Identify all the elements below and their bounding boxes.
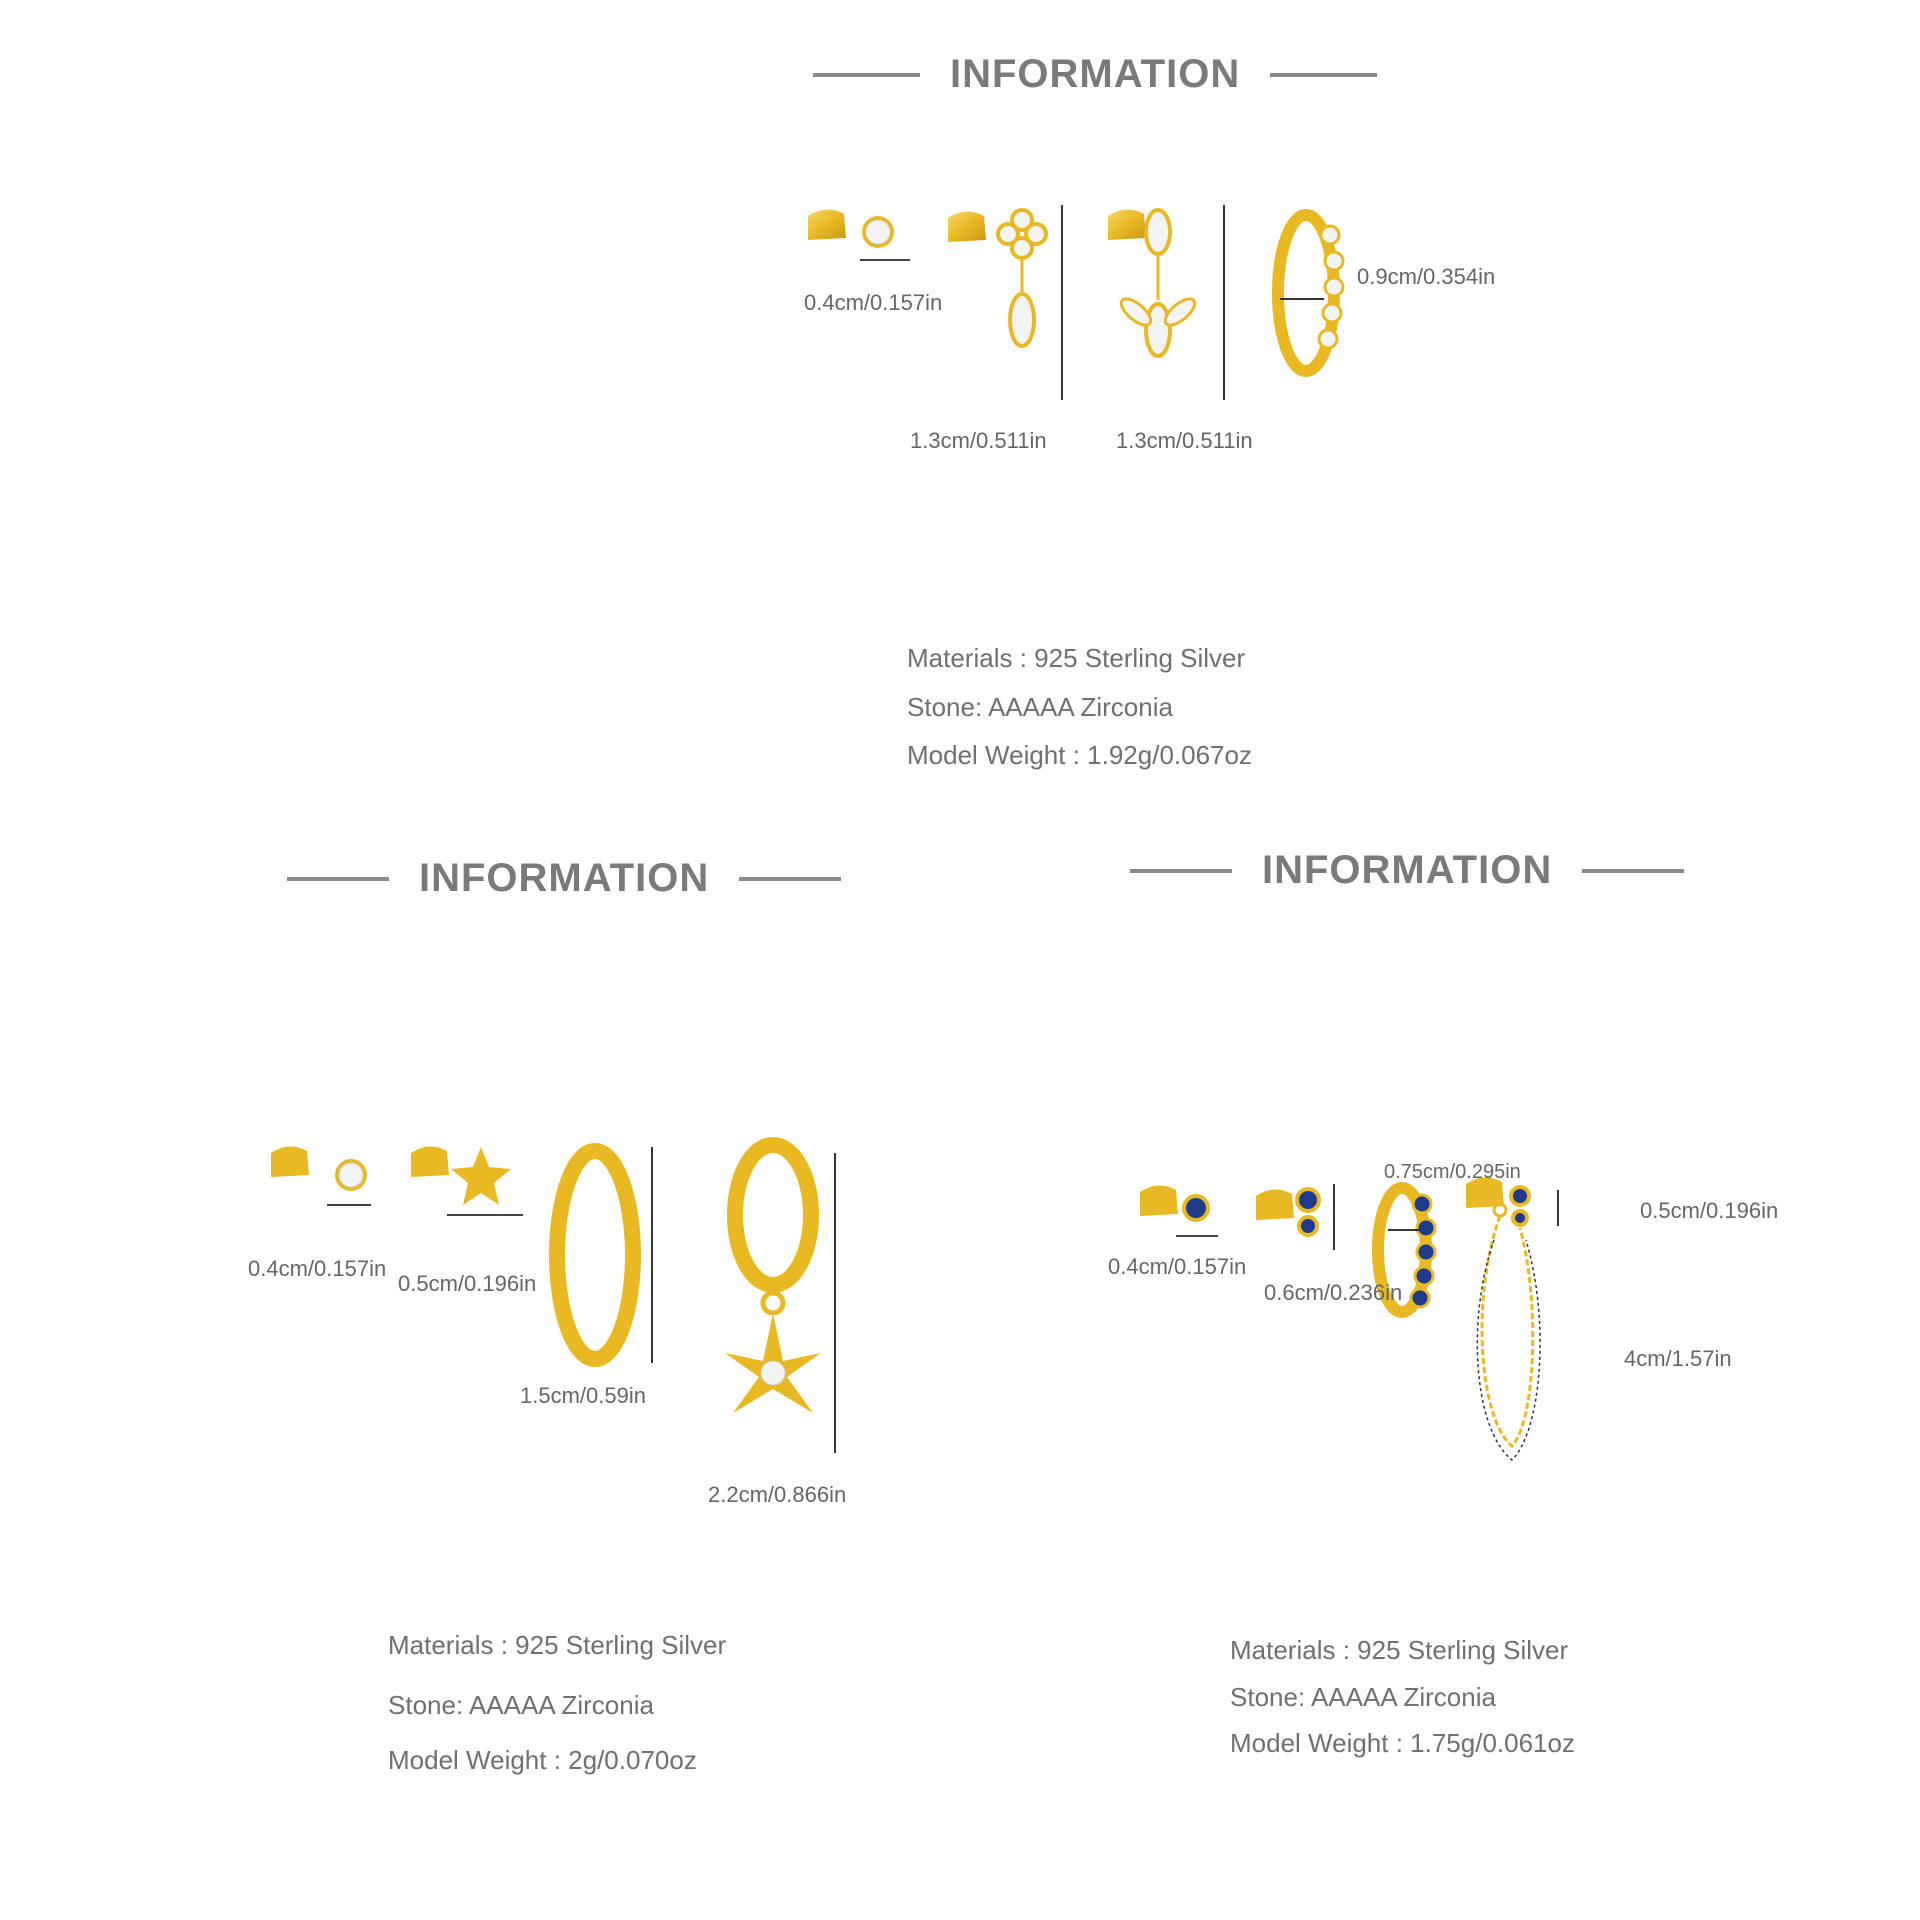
section-header	[1130, 848, 1684, 893]
stone-text: Stone: AAAAA Zirconia	[388, 1690, 654, 1720]
dimension-label: 1.3cm/0.511in	[1116, 428, 1253, 453]
header-rule-right	[1582, 869, 1684, 873]
header-rule-left	[1130, 869, 1232, 873]
clover-drop-earring-icon	[948, 205, 1062, 400]
section-title: INFORMATION	[419, 856, 710, 900]
dimension-label: 1.3cm/0.511in	[910, 428, 1047, 453]
product-image-set-3	[1140, 1180, 1620, 1480]
section-title: INFORMATION	[950, 52, 1241, 96]
materials-text: Materials : 925 Sterling Silver	[907, 643, 1246, 673]
section-header	[287, 856, 841, 901]
weight-text: Model Weight : 2g/0.070oz	[388, 1745, 697, 1775]
header-rule-left	[287, 877, 389, 881]
blue-double-stud-icon	[1256, 1184, 1334, 1250]
info-panel-2	[0, 780, 960, 1780]
dimension-label: 0.9cm/0.354in	[1357, 264, 1496, 289]
section-title: INFORMATION	[1262, 848, 1553, 892]
stone-text: Stone: AAAAA Zirconia	[1230, 1682, 1496, 1712]
info-panel-3	[960, 780, 1920, 1780]
header-rule-right	[1270, 73, 1377, 77]
stone-text: Stone: AAAAA Zirconia	[907, 692, 1173, 722]
materials-text: Materials : 925 Sterling Silver	[1230, 1635, 1569, 1665]
weight-text: Model Weight : 1.92g/0.067oz	[907, 740, 1252, 770]
dimension-label: 0.4cm/0.157in	[248, 1256, 387, 1281]
dimension-label: 0.75cm/0.295in	[1384, 1161, 1521, 1183]
dimension-label: 0.6cm/0.236in	[1264, 1280, 1403, 1305]
dimension-label: 4cm/1.57in	[1624, 1346, 1732, 1371]
dimension-label: 0.4cm/0.157in	[1108, 1254, 1247, 1279]
section-header	[813, 52, 1377, 97]
materials-text: Materials : 925 Sterling Silver	[388, 1630, 727, 1660]
stone-huggie-hoop-icon	[1270, 205, 1350, 385]
weight-text: Model Weight : 1.75g/0.061oz	[1230, 1728, 1575, 1758]
star-charm-hoop-icon	[725, 1145, 835, 1453]
star-stud-icon	[411, 1146, 523, 1215]
round-stud-icon	[808, 209, 910, 260]
header-rule-left	[813, 73, 920, 77]
leaf-drop-earring-icon	[1108, 205, 1224, 400]
dimension-label: 0.5cm/0.196in	[1640, 1198, 1779, 1223]
blue-chain-earring-icon	[1466, 1177, 1558, 1460]
header-rule-right	[739, 877, 841, 881]
dimension-label: 0.5cm/0.196in	[398, 1271, 537, 1296]
info-panel-1	[0, 0, 1920, 780]
blue-stud-icon	[1140, 1185, 1218, 1236]
plain-hoop-icon	[557, 1147, 652, 1363]
product-image-set-2	[265, 1135, 865, 1535]
dimension-label: 2.2cm/0.866in	[708, 1482, 847, 1507]
dimension-label: 1.5cm/0.59in	[520, 1383, 646, 1408]
round-stud-icon	[271, 1146, 371, 1205]
dimension-label: 0.4cm/0.157in	[804, 290, 943, 315]
